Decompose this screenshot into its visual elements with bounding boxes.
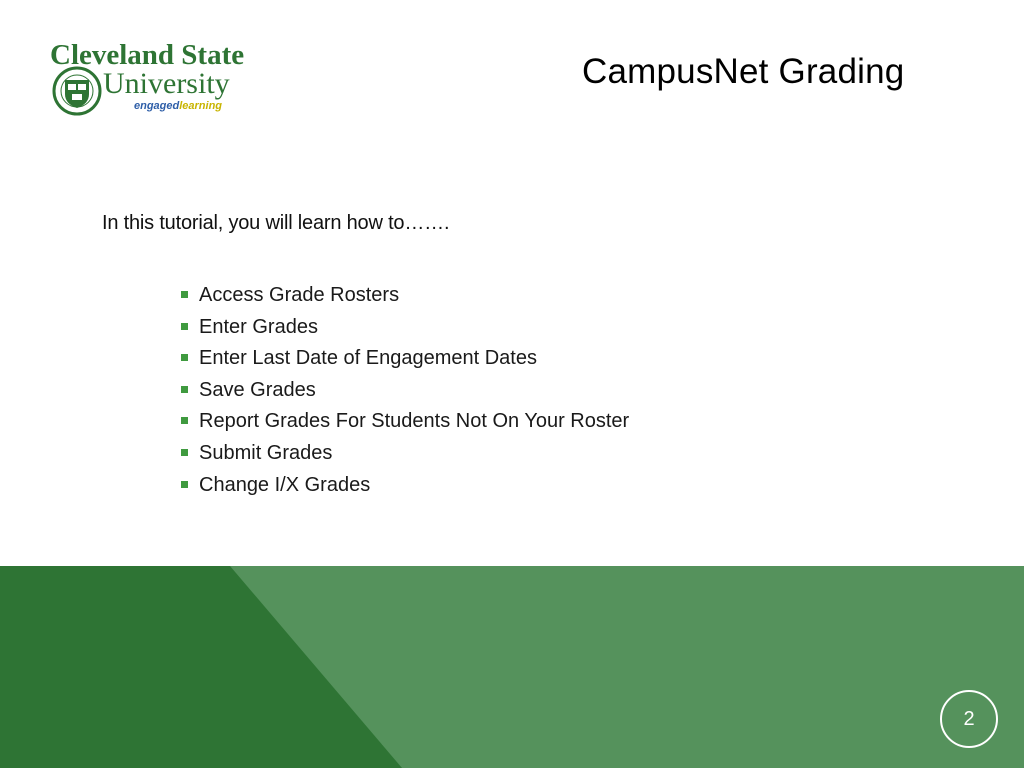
- topic-item: [180, 346, 629, 378]
- bullet-square-icon: [181, 449, 188, 456]
- topic-item: [180, 473, 629, 505]
- logo-line2: University: [103, 67, 230, 100]
- topic-item: [180, 315, 629, 347]
- topic-item: [180, 378, 629, 410]
- bullet-square-icon: [181, 354, 188, 361]
- topic-label: Submit Grades: [199, 441, 333, 464]
- bullet-square-icon: [181, 417, 188, 424]
- topic-item: [180, 409, 629, 441]
- page-number-badge: 2: [940, 690, 998, 748]
- university-logo: [48, 38, 268, 120]
- topic-label: Enter Last Date of Engagement Dates: [199, 347, 537, 370]
- tagline-engaged: engaged: [134, 100, 180, 112]
- bullet-square-icon: [181, 481, 188, 488]
- topic-list: [180, 283, 629, 504]
- slide-title: CampusNet Grading: [582, 52, 905, 91]
- intro-text: In this tutorial, you will learn how to…….: [102, 212, 450, 234]
- university-seal-icon: [54, 68, 100, 114]
- tagline-learning: learning: [179, 100, 223, 112]
- footer-band: [0, 566, 1024, 768]
- bullet-square-icon: [181, 291, 188, 298]
- logo-line1: Cleveland State: [50, 39, 245, 71]
- logo-tagline: [134, 100, 222, 112]
- topic-label: Save Grades: [199, 378, 316, 401]
- footer-band-svg: [0, 566, 1024, 768]
- bullet-square-icon: [181, 386, 188, 393]
- cleveland-state-logo-svg: [48, 38, 268, 120]
- bullet-square-icon: [181, 323, 188, 330]
- topic-item: [180, 283, 629, 315]
- topic-label: Change I/X Grades: [199, 473, 371, 496]
- topic-label: Enter Grades: [199, 315, 318, 338]
- topic-label: Access Grade Rosters: [199, 284, 400, 306]
- topic-item: [180, 441, 629, 473]
- topic-label: Report Grades For Students Not On Your Roster: [199, 410, 630, 433]
